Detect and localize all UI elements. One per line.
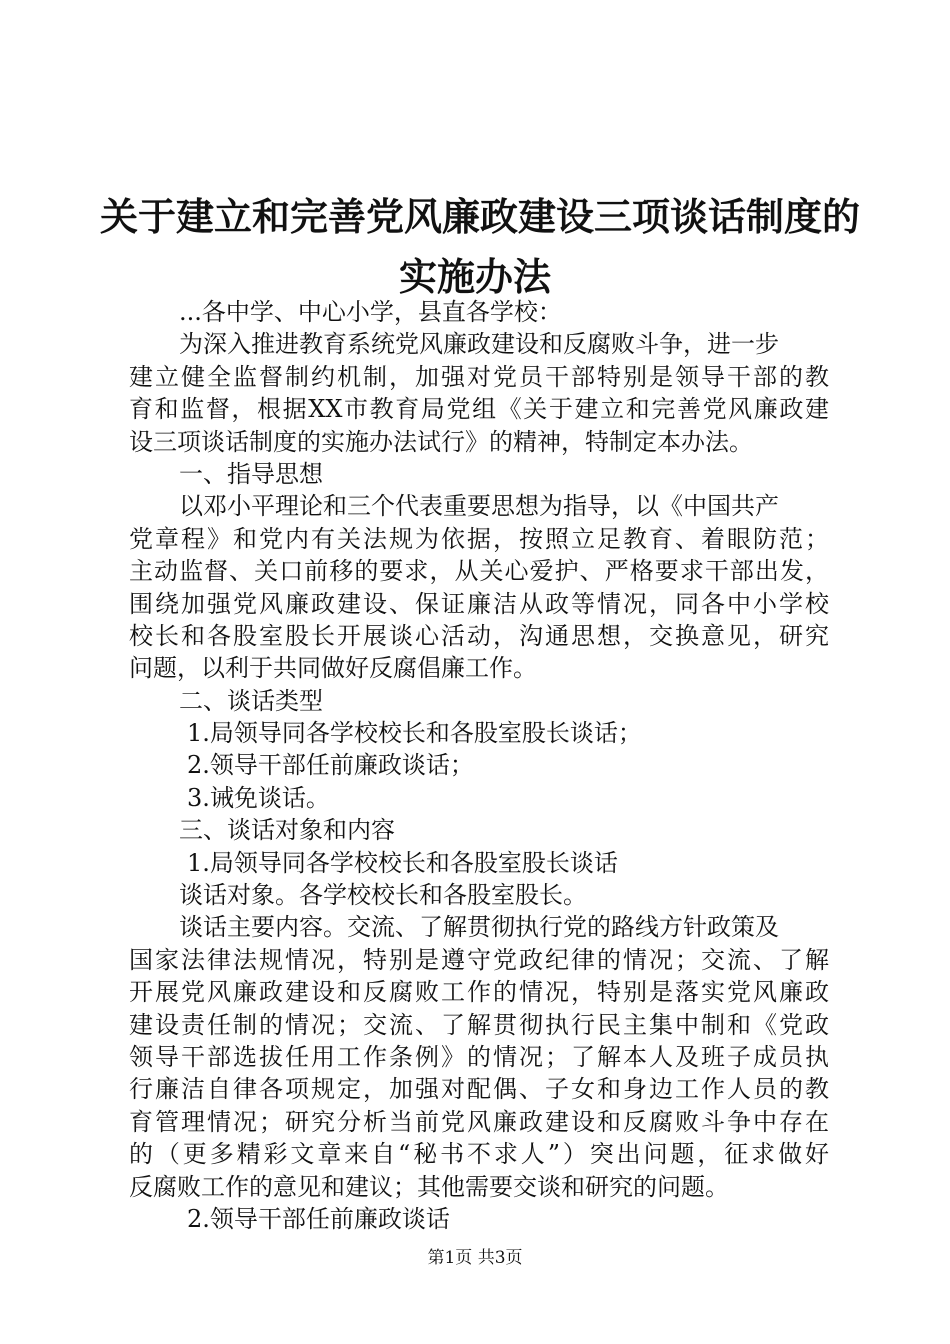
body-line: 以邓小平理论和三个代表重要思想为指导，以《中国共产: [179, 492, 779, 521]
body-line: 的（更多精彩文章来自“秘书不求人”）突出问题，征求做好: [129, 1140, 829, 1169]
body-line: 反腐败工作的意见和建议；其他需要交谈和研究的问题。: [129, 1172, 729, 1201]
document-title-line-2: 实施办法: [398, 254, 551, 299]
body-line: 1.局领导同各学校校长和各股室股长谈话: [187, 848, 618, 877]
body-line: 二、谈话类型: [179, 686, 323, 715]
body-line: 建设责任制的情况；交流、了解贯彻执行民主集中制和《党政: [129, 1010, 829, 1039]
body-line: 2.领导干部任前廉政谈话: [187, 1204, 450, 1233]
body-line: 谈话对象。各学校校长和各股室股长。: [179, 881, 587, 910]
body-line: 领导干部选拔任用工作条例》的情况；了解本人及班子成员执: [129, 1042, 829, 1071]
body-line: 育管理情况；研究分析当前党风廉政建设和反腐败斗争中存在: [129, 1107, 829, 1136]
document-body: [129, 296, 829, 1235]
body-line: 为深入推进教育系统党风廉政建设和反腐败斗争，进一步: [179, 330, 779, 359]
body-line: 开展党风廉政建设和反腐败工作的情况，特别是落实党风廉政: [129, 978, 829, 1007]
body-line: 1.局领导同各学校校长和各股室股长谈话；: [187, 719, 642, 748]
body-line: 三、谈话对象和内容: [179, 816, 395, 845]
body-line: 谈话主要内容。交流、了解贯彻执行党的路线方针政策及: [179, 913, 779, 942]
body-line: ...各中学、中心小学，县直各学校：: [179, 298, 562, 326]
body-line: 3.诫免谈话。: [187, 783, 330, 812]
body-line: 设三项谈话制度的实施办法试行》的精神，特制定本办法。: [129, 427, 753, 456]
body-line: 党章程》和党内有关法规为依据，按照立足教育、着眼防范；: [129, 524, 829, 553]
body-line: 2.领导干部任前廉政谈话；: [187, 751, 474, 780]
page-footer: 第1页 共3页: [427, 1248, 523, 1268]
body-line: 围绕加强党风廉政建设、保证廉洁从政等情况，同各中小学校: [129, 589, 829, 618]
body-line: 行廉洁自律各项规定，加强对配偶、子女和身边工作人员的教: [129, 1075, 829, 1104]
body-line: 校长和各股室股长开展谈心活动，沟通思想，交换意见，研究: [129, 621, 829, 650]
body-line: 主动监督、关口前移的要求，从关心爱护、严格要求干部出发，: [129, 557, 829, 586]
body-line: 育和监督，根据XX市教育局党组《关于建立和完善党风廉政建: [129, 395, 829, 424]
body-line: 国家法律法规情况，特别是遵守党政纪律的情况；交流、了解: [129, 945, 829, 974]
document-title-line-1: 关于建立和完善党风廉政建设三项谈话制度的: [100, 194, 861, 239]
body-line: 一、指导思想: [179, 459, 323, 488]
body-line: 建立健全监督制约机制，加强对党员干部特别是领导干部的教: [129, 362, 829, 391]
body-line: 问题，以利于共同做好反腐倡廉工作。: [129, 654, 537, 683]
